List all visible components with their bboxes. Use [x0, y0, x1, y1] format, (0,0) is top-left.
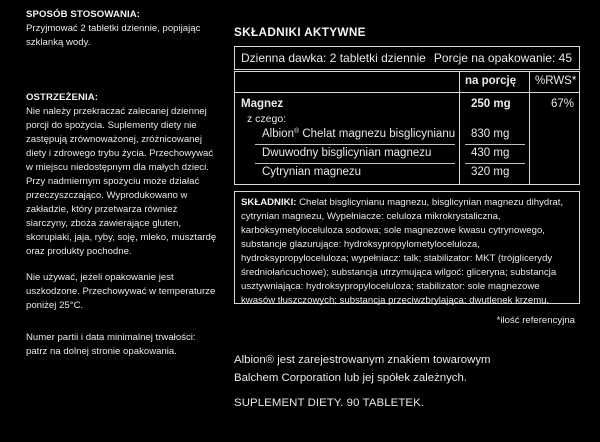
ingredients-box: [234, 191, 580, 304]
sub-ingredient-amount: 830 mg: [471, 128, 510, 140]
reference-note: *ilość referencyjna: [496, 315, 575, 326]
magnesium-name: Magnez: [241, 98, 284, 110]
column-divider: [529, 72, 530, 184]
usage-heading: SPOSÓB STOSOWANIA:: [26, 9, 141, 20]
daily-dose: Dzienna dawka: 2 tabletki dziennie: [241, 51, 426, 65]
row-divider: [255, 144, 455, 145]
magnesium-amount: 250 mg: [471, 98, 511, 110]
active-ingredients-title: SKŁADNIKI AKTYWNE: [234, 25, 366, 39]
row-divider: [465, 163, 525, 164]
warnings-text: Nie należy przekraczać zalecanej dziennej porcji do spożycia. Suplementy diety nie zastępują zrównoważonej, zróżnicowanej diety i zdrowego trybu życia. Przechowywać w miejscu niedostępnym dla małych dzieci. Przy nadmiernym spożyciu może działać przeczyszczająco. Wyprodukowano w zakładzie, który przetwarza również siarczyny, zboża zawierające gluten, skorupiaki, jaja, ryby, soję, mleko, musztardę oraz produkty pochodne.: [26, 106, 217, 257]
servings-per-pack: Porcje na opakowanie: 45: [433, 51, 572, 65]
dose-box: [234, 46, 580, 70]
magnesium-rws: 67%: [551, 98, 575, 110]
table-header-divider: [235, 92, 579, 93]
row-divider: [465, 144, 525, 145]
sub-ingredient-name: Albion® Chelat magnezu bisglicynianu: [262, 128, 456, 140]
batch-info-text: Numer partii i data minimalnej trwałości: patrz na dolnej stronie opakowania.: [26, 332, 196, 357]
column-header-rws: %RWS*: [535, 75, 577, 87]
storage-text: Nie używać, jeżeli opakowanie jest uszkodzone. Przechowywać w temperaturze poniżej 25°C.: [26, 272, 216, 311]
ingredients-text: [241, 196, 575, 308]
column-header-portion: na porcję: [465, 75, 517, 87]
row-divider: [255, 163, 455, 164]
nutrition-table: [234, 71, 580, 185]
sub-ingredient-amount: 430 mg: [471, 147, 510, 159]
of-which-label: z czego:: [247, 113, 287, 125]
sub-ingredient-name: Cytrynian magnezu: [262, 166, 362, 178]
sub-ingredient-amount: 320 mg: [471, 166, 510, 178]
supplement-statement: SUPLEMENT DIETY. 90 TABLETEK.: [234, 397, 425, 409]
sub-ingredient-name: Dwuwodny bisglicynian magnezu: [262, 147, 432, 159]
ingredients-list: Chelat bisglicynianu magnezu, bisglicynian magnezu dihydrat, cytrynian magnezu, Wypełniacze: celuloza mikrokrystaliczna, karboksymetyloceluloza sodowa; sole magnezowe kwasu cytrynowego, substancje glazurujące: hydroksypropylometyloceluloza, hydroksypropyloceluloza; wypełniacz: talk; stabilizator: MKT (trójglicerydy średniołańcuchowe); substancja utrzymująca wilgoć: gliceryna; substancja usztywniająca: hydroksypropyloceluloza; stabilizator: sole magnezowe kwasów tłuszczowych; substancja przeciwzbrylająca: dwutlenek krzemu.: [241, 197, 564, 306]
ingredients-label: SKŁADNIKI:: [241, 197, 297, 208]
warnings-heading: OSTRZEŻENIA:: [26, 92, 99, 103]
column-divider: [459, 72, 460, 184]
trademark-note: Albion® jest zarejestrowanym znakiem towarowym Balchem Corporation lub jej spółek zależnych.: [234, 354, 491, 384]
usage-text: Przyjmować 2 tabletki dziennie, popijając szklanką wody.: [26, 23, 201, 48]
